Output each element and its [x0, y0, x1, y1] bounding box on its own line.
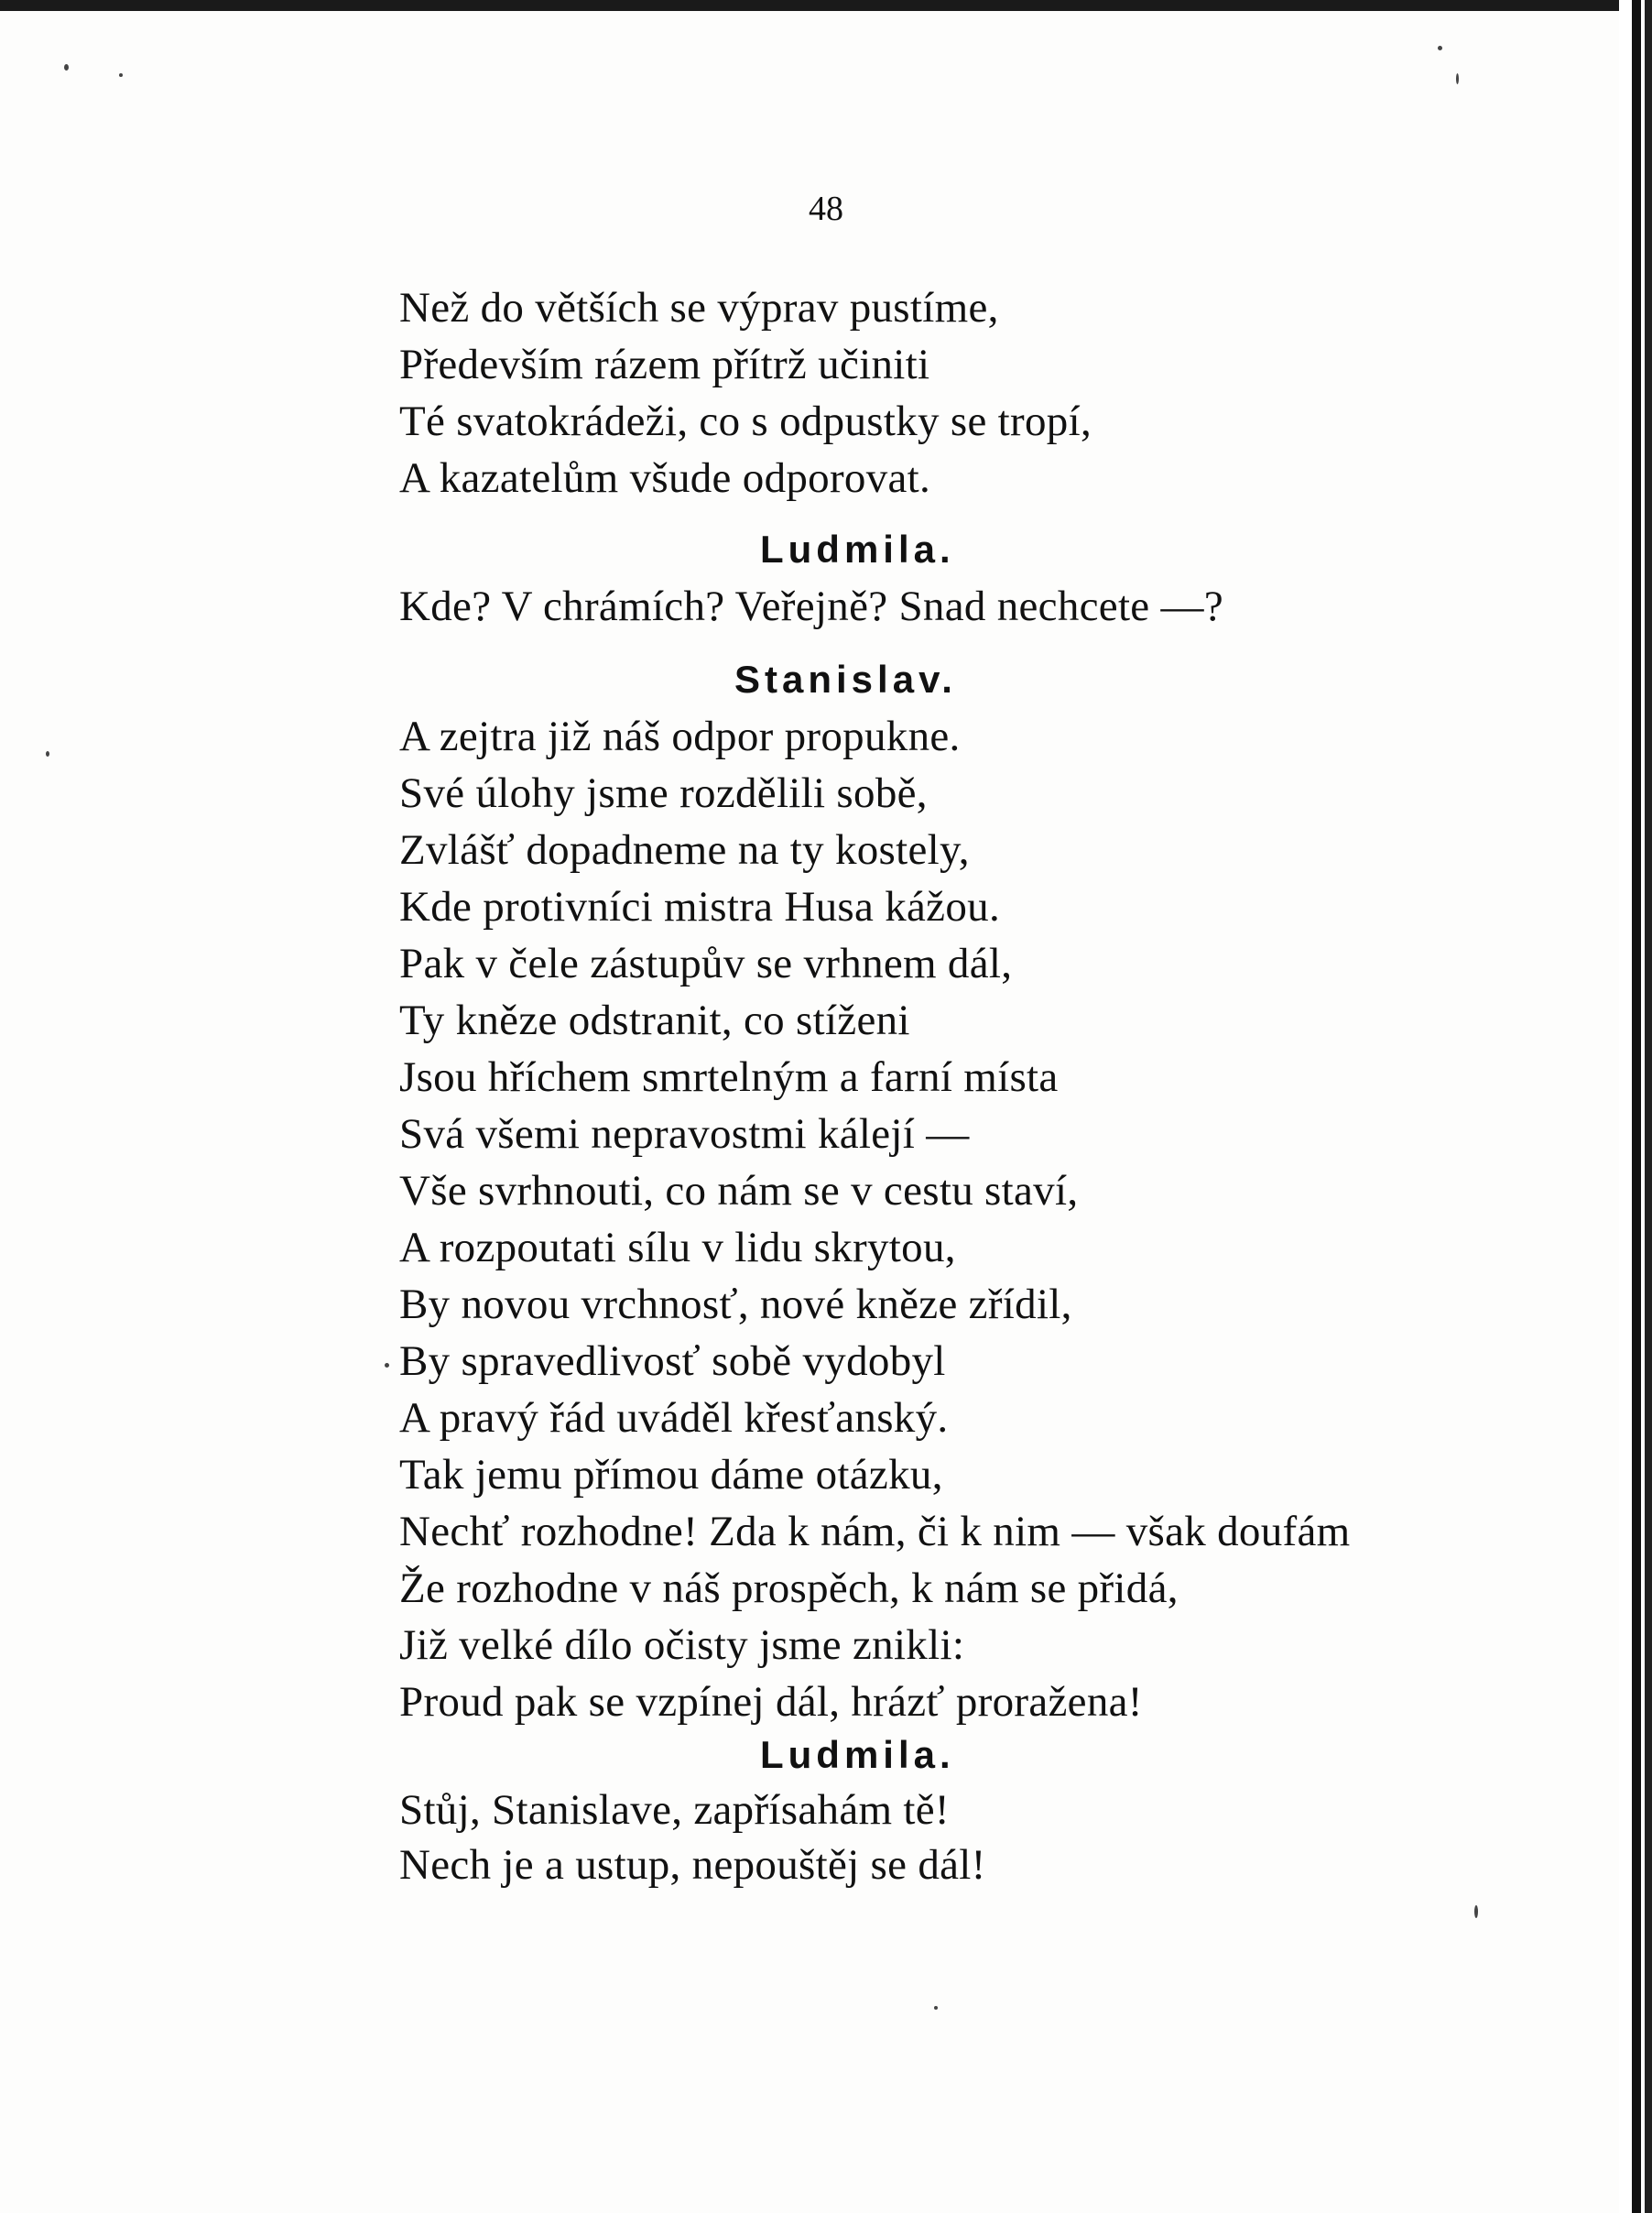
page-number: 48: [809, 190, 843, 228]
scan-speck: [385, 1363, 389, 1368]
scan-speck: [1474, 1905, 1478, 1918]
verse-line: Kde protivníci mistra Husa kážou.: [399, 883, 1000, 931]
verse-line: Kde? V chrámích? Veřejně? Snad nechcete —?: [399, 583, 1223, 630]
verse-line: Té svatokrádeži, co s odpustky se tropí,: [399, 398, 1092, 445]
scan-border-right: [1619, 0, 1652, 2213]
speaker-name: Stanislav.: [734, 658, 957, 701]
verse-line: Vše svrhnouti, co nám se v cestu staví,: [399, 1167, 1079, 1215]
scan-speck: [1456, 73, 1459, 84]
verse-line: Především rázem přítrž učiniti: [399, 341, 930, 388]
verse-line: Nechť rozhodne! Zda k nám, či k nim — však doufám: [399, 1508, 1351, 1555]
verse-line: A rozpoutati sílu v lidu skrytou,: [399, 1224, 956, 1271]
scan-border-top: [0, 0, 1652, 11]
speaker-name: Ludmila.: [760, 1733, 955, 1776]
verse-line: Jsou hříchem smrtelným a farní místa: [399, 1053, 1059, 1101]
scan-speck: [119, 73, 123, 77]
verse-line: Svá všemi nepravostmi kálejí —: [399, 1110, 970, 1158]
verse-line: Že rozhodne v náš prospěch, k nám se přidá,: [399, 1564, 1179, 1612]
verse-line: Tak jemu přímou dáme otázku,: [399, 1451, 943, 1499]
verse-line: By spravedlivosť sobě vydobyl: [399, 1337, 946, 1385]
scan-speck: [934, 2006, 938, 2010]
verse-line: A kazatelům všude odporovat.: [399, 454, 931, 502]
scan-speck: [46, 751, 49, 757]
verse-line: Než do větších se výprav pustíme,: [399, 284, 999, 332]
verse-line: Zvlášť dopadneme na ty kostely,: [399, 826, 970, 874]
verse-line: Nech je a ustup, nepouštěj se dál!: [399, 1841, 986, 1889]
verse-line: Již velké dílo očisty jsme znikli:: [399, 1621, 965, 1669]
verse-line: A zejtra již náš odpor propukne.: [399, 713, 961, 760]
verse-line: Své úlohy jsme rozdělili sobě,: [399, 769, 928, 817]
scan-speck: [1438, 46, 1442, 50]
verse-line: By novou vrchnosť, nové kněze zřídil,: [399, 1281, 1072, 1328]
verse-line: Stůj, Stanislave, zapřísahám tě!: [399, 1786, 950, 1834]
verse-line: Ty kněze odstranit, co stíženi: [399, 997, 910, 1044]
speaker-name: Ludmila.: [760, 528, 955, 571]
verse-line: Proud pak se vzpínej dál, hrázť proražena!: [399, 1678, 1143, 1726]
verse-line: Pak v čele zástupův se vrhnem dál,: [399, 940, 1013, 987]
verse-line: A pravý řád uváděl křesťanský.: [399, 1394, 949, 1442]
scan-speck: [64, 64, 69, 71]
